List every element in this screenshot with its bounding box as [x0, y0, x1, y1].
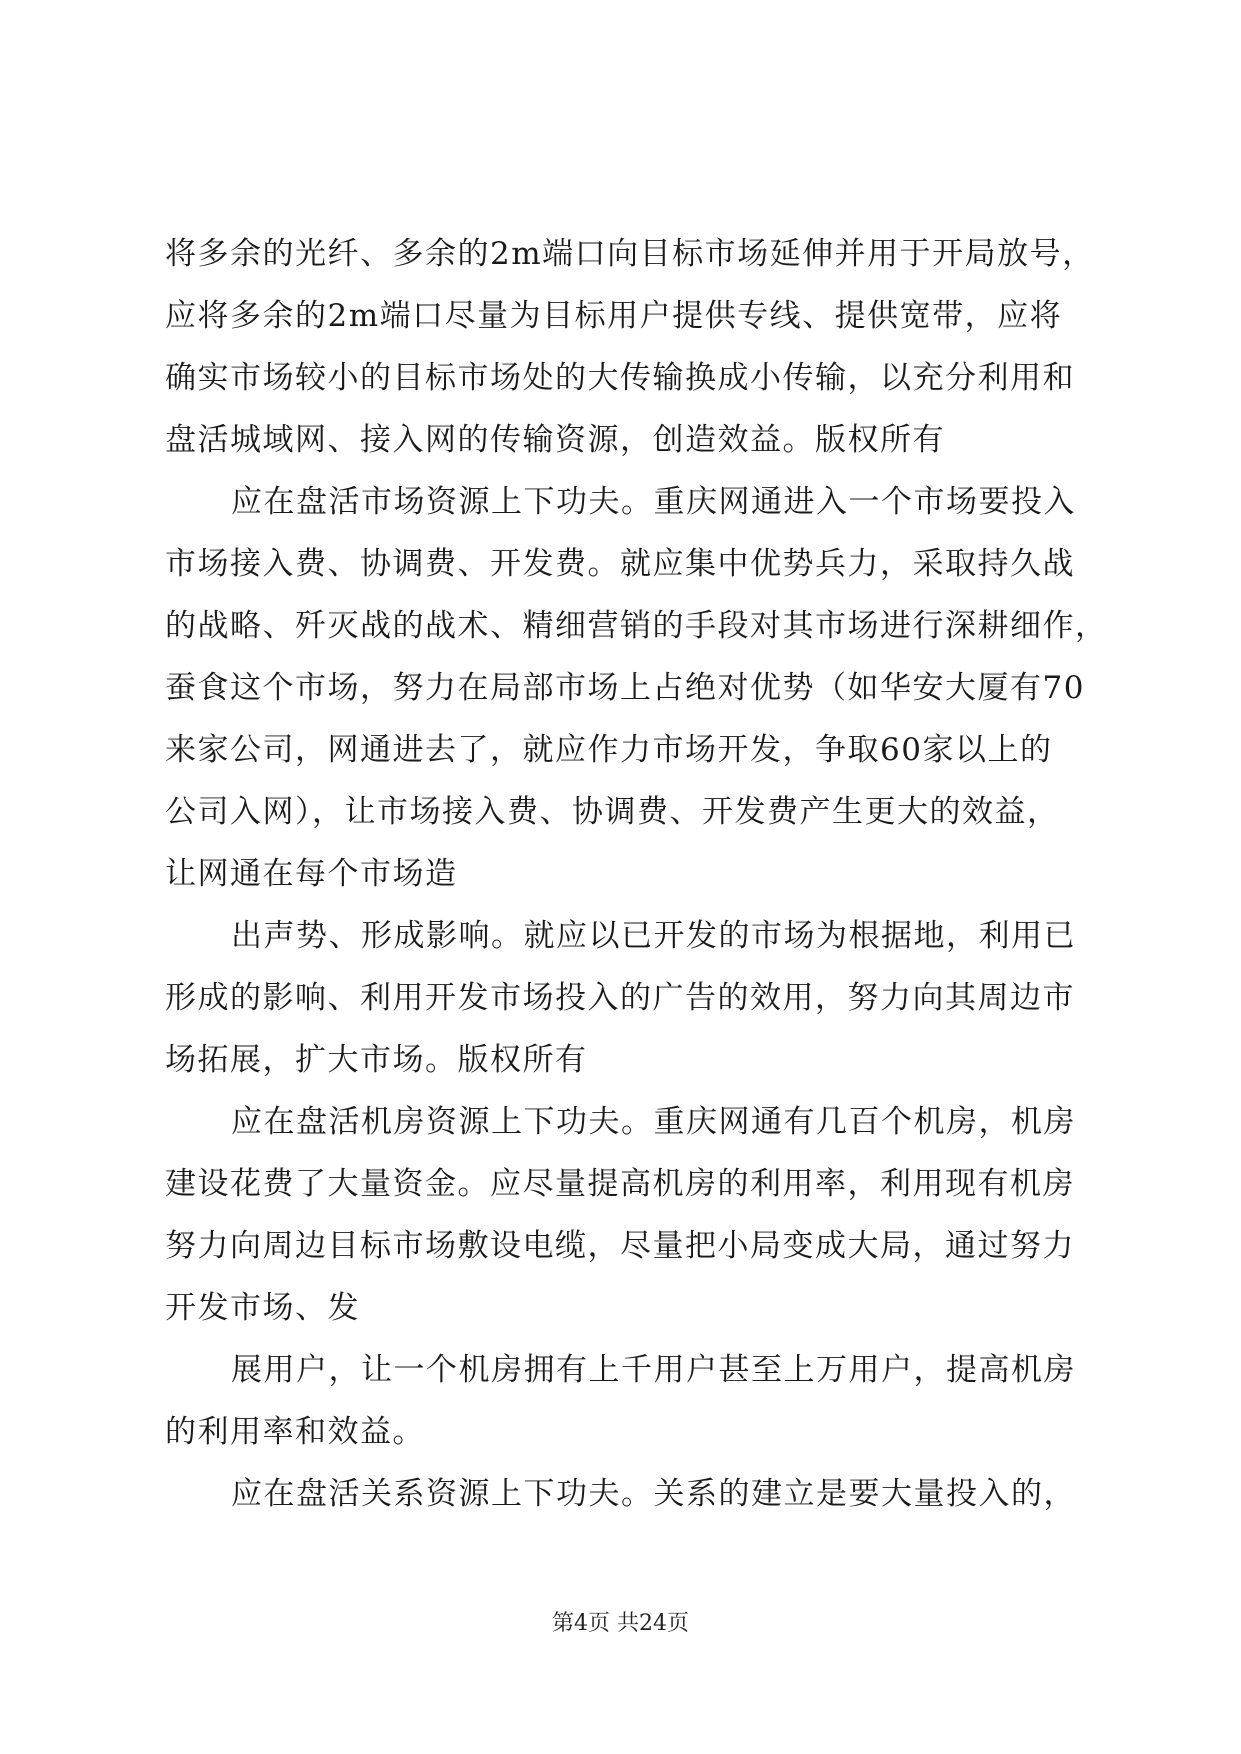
- paragraph-line: 的战略、歼灭战的战术、精细营销的手段对其市场进行深耕细作，: [165, 608, 1108, 644]
- paragraph-line: 建设花费了大量资金。应尽量提高机房的利用率，利用现有机房: [165, 1166, 1075, 1202]
- paragraph-line: 出声势、形成影响。就应以已开发的市场为根据地，利用已: [231, 918, 1076, 954]
- paragraph-line: 展用户，让一个机房拥有上千用户甚至上万用户，提高机房: [231, 1352, 1076, 1388]
- paragraph-line: 应在盘活市场资源上下功夫。重庆网通进入一个市场要投入: [231, 484, 1076, 520]
- paragraph-line: 将多余的光纤、多余的2m端口向目标市场延伸并用于开局放号，: [165, 236, 1095, 272]
- paragraph-line: 确实市场较小的目标市场处的大传输换成小传输，以充分利用和: [165, 360, 1075, 396]
- paragraph-line: 应在盘活机房资源上下功夫。重庆网通有几百个机房，机房: [231, 1104, 1076, 1140]
- paragraph-line: 的利用率和效益。: [165, 1414, 425, 1450]
- page-footer: 第4页 共24页: [552, 1611, 689, 1636]
- paragraph-line: 公司入网），让市场接入费、协调费、开发费产生更大的效益，: [165, 794, 1060, 830]
- paragraph-line: 来家公司，网通进去了，就应作力市场开发，争取60家以上的: [165, 732, 1053, 768]
- paragraph-line: 让网通在每个市场造: [165, 856, 458, 892]
- body-text: [165, 223, 1108, 1525]
- paragraph-line: 应将多余的2m端口尽量为目标用户提供专线、提供宽带，应将: [165, 298, 1063, 334]
- paragraph-line: 开发市场、发: [165, 1290, 360, 1326]
- paragraph-line: 市场接入费、协调费、开发费。就应集中优势兵力，采取持久战: [165, 546, 1075, 582]
- paragraph-line: 场拓展，扩大市场。版权所有: [165, 1042, 588, 1078]
- paragraph-line: 盘活城域网、接入网的传输资源，创造效益。版权所有: [165, 422, 945, 458]
- paragraph-line: 形成的影响、利用开发市场投入的广告的效用，努力向其周边市: [165, 980, 1075, 1016]
- paragraph-line: 努力向周边目标市场敷设电缆，尽量把小局变成大局，通过努力: [165, 1228, 1075, 1264]
- paragraph-line: 蚕食这个市场，努力在局部市场上占绝对优势（如华安大厦有70: [165, 670, 1085, 706]
- paragraph-line: 应在盘活关系资源上下功夫。关系的建立是要大量投入的，: [231, 1476, 1076, 1512]
